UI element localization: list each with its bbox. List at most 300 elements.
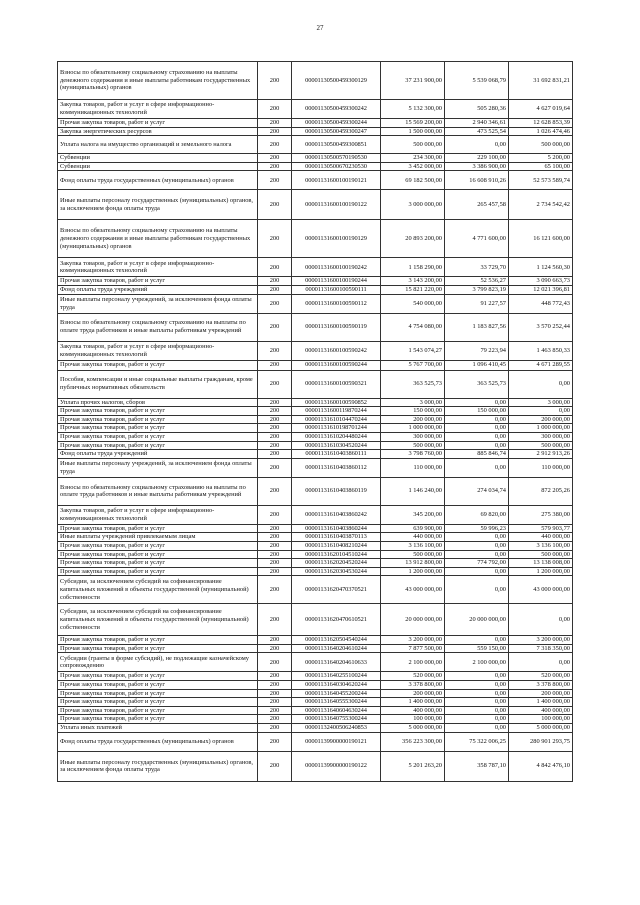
row-name-cell: Пособия, компенсации и иные социальные выплаты гражданам, кроме публичных нормативных обязательств	[58, 370, 258, 398]
row-approved-amount-cell: 639 900,00	[381, 524, 445, 533]
row-approved-amount-cell: 3 136 100,00	[381, 541, 445, 550]
row-code-cell: 200	[258, 415, 292, 424]
row-code-cell: 200	[258, 604, 292, 636]
row-name-cell: Иные выплаты персоналу государственных (муниципальных) органов, за исключением фонда оплаты труда	[58, 751, 258, 781]
row-classification-code-cell: 00001130500459300242	[292, 100, 381, 119]
row-executed-amount-cell: 0,00	[445, 398, 509, 407]
row-approved-amount-cell: 300 000,00	[381, 432, 445, 441]
table-row	[58, 294, 573, 313]
row-approved-amount-cell: 400 000,00	[381, 706, 445, 715]
row-code-cell: 200	[258, 162, 292, 171]
row-unexecuted-amount-cell: 3 090 663,73	[509, 277, 573, 286]
row-unexecuted-amount-cell: 275 380,00	[509, 505, 573, 524]
row-name-cell: Прочая закупка товаров, работ и услуг	[58, 550, 258, 559]
row-classification-code-cell: 00001131600100590244	[292, 360, 381, 370]
table-row	[58, 732, 573, 751]
row-executed-amount-cell: 5 539 068,79	[445, 62, 509, 100]
row-approved-amount-cell: 1 146 240,00	[381, 477, 445, 505]
row-approved-amount-cell: 1 158 290,00	[381, 258, 445, 277]
row-executed-amount-cell: 3 799 823,19	[445, 285, 509, 294]
table-row	[58, 458, 573, 477]
row-executed-amount-cell: 0,00	[445, 636, 509, 645]
row-classification-code-cell: 00001131640255100244	[292, 672, 381, 681]
row-classification-code-cell: 00001131620470610521	[292, 604, 381, 636]
row-unexecuted-amount-cell: 300 000,00	[509, 432, 573, 441]
row-approved-amount-cell: 15 569 200,00	[381, 119, 445, 128]
row-name-cell: Прочая закупка товаров, работ и услуг	[58, 672, 258, 681]
row-name-cell: Прочая закупка товаров, работ и услуг	[58, 636, 258, 645]
row-unexecuted-amount-cell: 2 912 913,26	[509, 450, 573, 459]
row-unexecuted-amount-cell: 200 000,00	[509, 689, 573, 698]
row-executed-amount-cell: 0,00	[445, 541, 509, 550]
row-executed-amount-cell: 0,00	[445, 706, 509, 715]
table-row	[58, 313, 573, 341]
row-name-cell: Фонд оплаты труда учреждений	[58, 450, 258, 459]
table-row	[58, 415, 573, 424]
row-classification-code-cell: 00001131610198701244	[292, 424, 381, 433]
row-name-cell: Взносы по обязательному социальному страхованию на выплаты по оплате труда работников и иные выплаты работникам учреждений	[58, 313, 258, 341]
row-code-cell: 200	[258, 524, 292, 533]
row-name-cell: Прочая закупка товаров, работ и услуг	[58, 559, 258, 568]
row-classification-code-cell: 00001131600100190242	[292, 258, 381, 277]
row-code-cell: 200	[258, 751, 292, 781]
table-row	[58, 360, 573, 370]
row-unexecuted-amount-cell: 1 400 000,00	[509, 698, 573, 707]
table-row	[58, 550, 573, 559]
row-code-cell: 200	[258, 636, 292, 645]
row-executed-amount-cell: 0,00	[445, 689, 509, 698]
row-name-cell: Иные выплаты персоналу учреждений, за исключением фонда оплаты труда	[58, 294, 258, 313]
table-row	[58, 136, 573, 154]
row-executed-amount-cell: 1 183 827,56	[445, 313, 509, 341]
row-executed-amount-cell: 0,00	[445, 550, 509, 559]
row-code-cell: 200	[258, 541, 292, 550]
row-unexecuted-amount-cell: 1 000 000,00	[509, 424, 573, 433]
budget-execution-table	[57, 61, 573, 782]
row-executed-amount-cell: 0,00	[445, 458, 509, 477]
row-approved-amount-cell: 345 200,00	[381, 505, 445, 524]
row-code-cell: 200	[258, 706, 292, 715]
row-classification-code-cell: 00001131640204610633	[292, 653, 381, 672]
row-classification-code-cell: 00001131610403860242	[292, 505, 381, 524]
row-name-cell: Прочая закупка товаров, работ и услуг	[58, 567, 258, 576]
row-classification-code-cell: 00001131620470370521	[292, 576, 381, 604]
row-executed-amount-cell: 150 000,00	[445, 407, 509, 416]
row-unexecuted-amount-cell: 2 734 542,42	[509, 190, 573, 220]
row-name-cell: Уплата прочих налогов, сборов	[58, 398, 258, 407]
row-executed-amount-cell: 91 227,57	[445, 294, 509, 313]
row-executed-amount-cell: 0,00	[445, 567, 509, 576]
row-code-cell: 200	[258, 441, 292, 450]
row-unexecuted-amount-cell: 440 000,00	[509, 533, 573, 542]
table-row	[58, 541, 573, 550]
row-name-cell: Взносы по обязательному социальному страхованию на выплаты по оплате труда работников и иные выплаты работникам учреждений	[58, 477, 258, 505]
row-classification-code-cell: 00001131640204610244	[292, 644, 381, 653]
table-row	[58, 567, 573, 576]
row-classification-code-cell: 00001131600100590321	[292, 370, 381, 398]
row-name-cell: Субвенции	[58, 154, 258, 163]
table-row	[58, 162, 573, 171]
row-approved-amount-cell: 3 798 760,00	[381, 450, 445, 459]
table-row	[58, 258, 573, 277]
row-approved-amount-cell: 5 132 300,00	[381, 100, 445, 119]
row-unexecuted-amount-cell: 872 205,26	[509, 477, 573, 505]
row-executed-amount-cell: 0,00	[445, 424, 509, 433]
table-row	[58, 477, 573, 505]
row-unexecuted-amount-cell: 1 026 474,46	[509, 127, 573, 136]
row-executed-amount-cell: 16 608 910,26	[445, 171, 509, 190]
table-row	[58, 100, 573, 119]
row-executed-amount-cell: 274 034,74	[445, 477, 509, 505]
row-classification-code-cell: 00001131600100590111	[292, 285, 381, 294]
table-row	[58, 533, 573, 542]
row-name-cell: Закупка товаров, работ и услуг в сфере информационно-коммуникационных технологий	[58, 505, 258, 524]
row-code-cell: 200	[258, 294, 292, 313]
row-classification-code-cell: 00001131600119870244	[292, 407, 381, 416]
row-executed-amount-cell: 20 000 000,00	[445, 604, 509, 636]
row-approved-amount-cell: 13 912 800,00	[381, 559, 445, 568]
table-row	[58, 505, 573, 524]
row-approved-amount-cell: 440 000,00	[381, 533, 445, 542]
row-unexecuted-amount-cell: 0,00	[509, 604, 573, 636]
row-classification-code-cell: 00001131610408210244	[292, 541, 381, 550]
row-executed-amount-cell: 52 536,27	[445, 277, 509, 286]
row-unexecuted-amount-cell: 448 772,43	[509, 294, 573, 313]
row-executed-amount-cell: 4 771 600,00	[445, 220, 509, 258]
table-row	[58, 62, 573, 100]
table-row	[58, 154, 573, 163]
row-name-cell: Закупка товаров, работ и услуг в сфере информационно-коммуникационных технологий	[58, 341, 258, 360]
row-name-cell: Прочая закупка товаров, работ и услуг	[58, 698, 258, 707]
row-approved-amount-cell: 100 000,00	[381, 715, 445, 724]
table-row	[58, 576, 573, 604]
row-unexecuted-amount-cell: 100 000,00	[509, 715, 573, 724]
table-row	[58, 672, 573, 681]
row-executed-amount-cell: 0,00	[445, 415, 509, 424]
row-unexecuted-amount-cell: 65 100,00	[509, 162, 573, 171]
row-executed-amount-cell: 0,00	[445, 441, 509, 450]
row-name-cell: Прочая закупка товаров, работ и услуг	[58, 424, 258, 433]
row-classification-code-cell: 00001131610403860112	[292, 458, 381, 477]
row-executed-amount-cell: 0,00	[445, 576, 509, 604]
row-approved-amount-cell: 20 000 000,00	[381, 604, 445, 636]
table-row	[58, 681, 573, 690]
row-name-cell: Иные выплаты персоналу государственных (муниципальных) органов, за исключением фонда оплаты труда	[58, 190, 258, 220]
row-approved-amount-cell: 500 000,00	[381, 441, 445, 450]
row-unexecuted-amount-cell: 4 627 019,64	[509, 100, 573, 119]
row-approved-amount-cell: 5 201 263,20	[381, 751, 445, 781]
table-row	[58, 277, 573, 286]
row-classification-code-cell: 00001130500459300129	[292, 62, 381, 100]
row-classification-code-cell: 00001131610403870113	[292, 533, 381, 542]
row-approved-amount-cell: 110 000,00	[381, 458, 445, 477]
row-code-cell: 200	[258, 576, 292, 604]
row-approved-amount-cell: 1 500 000,00	[381, 127, 445, 136]
row-name-cell: Взносы по обязательному социальному страхованию на выплаты денежного содержания и иные выплаты работникам государственных (муниципальных) органов	[58, 220, 258, 258]
table-row	[58, 653, 573, 672]
row-executed-amount-cell: 265 457,58	[445, 190, 509, 220]
row-classification-code-cell: 00001131620104510244	[292, 550, 381, 559]
row-name-cell: Прочая закупка товаров, работ и услуг	[58, 715, 258, 724]
row-code-cell: 200	[258, 119, 292, 128]
row-executed-amount-cell: 0,00	[445, 698, 509, 707]
row-code-cell: 200	[258, 171, 292, 190]
row-executed-amount-cell: 0,00	[445, 681, 509, 690]
row-name-cell: Прочая закупка товаров, работ и услуг	[58, 441, 258, 450]
row-code-cell: 200	[258, 559, 292, 568]
row-name-cell: Фонд оплаты труда учреждений	[58, 285, 258, 294]
row-name-cell: Взносы по обязательному социальному страхованию на выплаты денежного содержания и иные выплаты работникам государственных (муниципальных) органов	[58, 62, 258, 100]
row-approved-amount-cell: 3 000,00	[381, 398, 445, 407]
row-unexecuted-amount-cell: 3 200 000,00	[509, 636, 573, 645]
row-unexecuted-amount-cell: 7 318 350,00	[509, 644, 573, 653]
row-classification-code-cell: 00001130500459300244	[292, 119, 381, 128]
row-code-cell: 200	[258, 341, 292, 360]
row-name-cell: Прочая закупка товаров, работ и услуг	[58, 524, 258, 533]
row-code-cell: 200	[258, 127, 292, 136]
row-name-cell: Прочая закупка товаров, работ и услуг	[58, 415, 258, 424]
row-code-cell: 200	[258, 698, 292, 707]
row-approved-amount-cell: 5 767 700,00	[381, 360, 445, 370]
row-code-cell: 200	[258, 550, 292, 559]
row-classification-code-cell: 00001131600100190122	[292, 190, 381, 220]
row-code-cell: 200	[258, 689, 292, 698]
row-approved-amount-cell: 1 200 000,00	[381, 567, 445, 576]
row-approved-amount-cell: 150 000,00	[381, 407, 445, 416]
row-unexecuted-amount-cell: 0,00	[509, 653, 573, 672]
table-row	[58, 398, 573, 407]
row-classification-code-cell: 00001131600100190244	[292, 277, 381, 286]
row-code-cell: 200	[258, 681, 292, 690]
row-unexecuted-amount-cell: 16 121 600,00	[509, 220, 573, 258]
row-classification-code-cell: 00001131600100590112	[292, 294, 381, 313]
row-classification-code-cell: 00001131640304620244	[292, 681, 381, 690]
row-executed-amount-cell: 0,00	[445, 672, 509, 681]
row-approved-amount-cell: 37 231 900,00	[381, 62, 445, 100]
row-classification-code-cell: 00001131610204480244	[292, 432, 381, 441]
table-row	[58, 706, 573, 715]
table-row	[58, 604, 573, 636]
row-executed-amount-cell: 505 280,36	[445, 100, 509, 119]
row-code-cell: 200	[258, 258, 292, 277]
row-code-cell: 200	[258, 477, 292, 505]
row-code-cell: 200	[258, 220, 292, 258]
row-executed-amount-cell: 774 792,00	[445, 559, 509, 568]
table-row	[58, 441, 573, 450]
table-row	[58, 370, 573, 398]
row-approved-amount-cell: 356 223 300,00	[381, 732, 445, 751]
row-code-cell: 200	[258, 370, 292, 398]
row-name-cell: Субсидии, за исключением субсидий на софинансирование капитальных вложений в объекты государственной (муниципальной) собственности	[58, 576, 258, 604]
row-approved-amount-cell: 363 525,73	[381, 370, 445, 398]
table-row	[58, 171, 573, 190]
row-name-cell: Прочая закупка товаров, работ и услуг	[58, 277, 258, 286]
row-approved-amount-cell: 5 000 000,00	[381, 724, 445, 733]
row-code-cell: 200	[258, 505, 292, 524]
row-approved-amount-cell: 200 000,00	[381, 415, 445, 424]
row-unexecuted-amount-cell: 13 138 008,00	[509, 559, 573, 568]
table-row	[58, 559, 573, 568]
row-code-cell: 200	[258, 450, 292, 459]
row-executed-amount-cell: 0,00	[445, 432, 509, 441]
table-row	[58, 285, 573, 294]
row-name-cell: Прочая закупка товаров, работ и услуг	[58, 432, 258, 441]
row-classification-code-cell: 00001131600100590242	[292, 341, 381, 360]
row-executed-amount-cell: 363 525,73	[445, 370, 509, 398]
table-row	[58, 119, 573, 128]
row-classification-code-cell: 00001131620204520244	[292, 559, 381, 568]
row-classification-code-cell: 00001130500570190530	[292, 154, 381, 163]
row-classification-code-cell: 00001131640455200244	[292, 689, 381, 698]
row-executed-amount-cell: 473 525,54	[445, 127, 509, 136]
row-approved-amount-cell: 43 000 000,00	[381, 576, 445, 604]
row-unexecuted-amount-cell: 4 842 476,10	[509, 751, 573, 781]
row-unexecuted-amount-cell: 43 000 000,00	[509, 576, 573, 604]
row-code-cell: 200	[258, 285, 292, 294]
table-row	[58, 715, 573, 724]
page-number: 27	[316, 24, 324, 32]
row-code-cell: 200	[258, 533, 292, 542]
row-code-cell: 200	[258, 407, 292, 416]
row-executed-amount-cell: 2 100 000,00	[445, 653, 509, 672]
row-classification-code-cell: 00001131610304520244	[292, 441, 381, 450]
row-code-cell: 200	[258, 644, 292, 653]
row-unexecuted-amount-cell: 579 903,77	[509, 524, 573, 533]
table-row	[58, 724, 573, 733]
row-classification-code-cell: 00001139900000190121	[292, 732, 381, 751]
row-name-cell: Закупка товаров, работ и услуг в сфере информационно-коммуникационных технологий	[58, 100, 258, 119]
row-approved-amount-cell: 3 143 200,00	[381, 277, 445, 286]
row-code-cell: 200	[258, 136, 292, 154]
row-approved-amount-cell: 520 000,00	[381, 672, 445, 681]
row-code-cell: 200	[258, 190, 292, 220]
row-classification-code-cell: 00001130500459300247	[292, 127, 381, 136]
row-classification-code-cell: 00001131610104470244	[292, 415, 381, 424]
row-name-cell: Прочая закупка товаров, работ и услуг	[58, 119, 258, 128]
row-code-cell: 200	[258, 724, 292, 733]
row-classification-code-cell: 00001131610403860244	[292, 524, 381, 533]
row-classification-code-cell: 00001132400506240853	[292, 724, 381, 733]
table-row	[58, 450, 573, 459]
row-unexecuted-amount-cell: 520 000,00	[509, 672, 573, 681]
row-executed-amount-cell: 885 846,74	[445, 450, 509, 459]
row-unexecuted-amount-cell: 1 200 000,00	[509, 567, 573, 576]
row-executed-amount-cell: 33 729,70	[445, 258, 509, 277]
row-name-cell: Фонд оплаты труда государственных (муниципальных) органов	[58, 171, 258, 190]
row-approved-amount-cell: 69 182 500,00	[381, 171, 445, 190]
row-unexecuted-amount-cell: 5 200,00	[509, 154, 573, 163]
row-unexecuted-amount-cell: 5 000 000,00	[509, 724, 573, 733]
row-unexecuted-amount-cell: 0,00	[509, 407, 573, 416]
row-name-cell: Прочая закупка товаров, работ и услуг	[58, 706, 258, 715]
row-code-cell: 200	[258, 672, 292, 681]
row-unexecuted-amount-cell: 3 378 800,00	[509, 681, 573, 690]
row-unexecuted-amount-cell: 1 124 560,30	[509, 258, 573, 277]
row-approved-amount-cell: 2 100 000,00	[381, 653, 445, 672]
table-row	[58, 407, 573, 416]
row-code-cell: 200	[258, 154, 292, 163]
row-name-cell: Субсидии, за исключением субсидий на софинансирование капитальных вложений в объекты государственной (муниципальной) собственности	[58, 604, 258, 636]
row-executed-amount-cell: 0,00	[445, 724, 509, 733]
row-approved-amount-cell: 540 000,00	[381, 294, 445, 313]
row-executed-amount-cell: 3 386 900,00	[445, 162, 509, 171]
row-classification-code-cell: 00001131640755300244	[292, 715, 381, 724]
row-classification-code-cell: 00001131620304530244	[292, 567, 381, 576]
row-code-cell: 200	[258, 398, 292, 407]
row-classification-code-cell: 00001131600100590119	[292, 313, 381, 341]
row-name-cell: Уплата иных платежей	[58, 724, 258, 733]
row-approved-amount-cell: 3 452 000,00	[381, 162, 445, 171]
row-classification-code-cell: 00001130500459300851	[292, 136, 381, 154]
row-classification-code-cell: 00001131640604630244	[292, 706, 381, 715]
table-row	[58, 698, 573, 707]
row-name-cell: Прочая закупка товаров, работ и услуг	[58, 644, 258, 653]
row-approved-amount-cell: 15 821 220,00	[381, 285, 445, 294]
row-code-cell: 200	[258, 277, 292, 286]
row-classification-code-cell: 00001131610403860111	[292, 450, 381, 459]
row-name-cell: Иные выплаты учреждений привлекаемым лицам	[58, 533, 258, 542]
row-classification-code-cell: 00001130500670230530	[292, 162, 381, 171]
row-unexecuted-amount-cell: 12 021 396,81	[509, 285, 573, 294]
row-unexecuted-amount-cell: 1 463 850,33	[509, 341, 573, 360]
row-code-cell: 200	[258, 715, 292, 724]
row-code-cell: 200	[258, 458, 292, 477]
row-code-cell: 200	[258, 432, 292, 441]
row-name-cell: Прочая закупка товаров, работ и услуг	[58, 407, 258, 416]
row-code-cell: 200	[258, 732, 292, 751]
row-classification-code-cell: 00001131600100190121	[292, 171, 381, 190]
row-name-cell: Иные выплаты персоналу учреждений, за исключением фонда оплаты труда	[58, 458, 258, 477]
row-unexecuted-amount-cell: 500 000,00	[509, 550, 573, 559]
row-executed-amount-cell: 2 940 346,61	[445, 119, 509, 128]
table-row	[58, 636, 573, 645]
row-name-cell: Субвенции	[58, 162, 258, 171]
row-executed-amount-cell: 59 996,23	[445, 524, 509, 533]
table-row	[58, 190, 573, 220]
row-unexecuted-amount-cell: 12 628 853,39	[509, 119, 573, 128]
row-executed-amount-cell: 229 100,00	[445, 154, 509, 163]
row-unexecuted-amount-cell: 3 136 100,00	[509, 541, 573, 550]
table-row	[58, 524, 573, 533]
row-executed-amount-cell: 0,00	[445, 136, 509, 154]
row-executed-amount-cell: 559 150,00	[445, 644, 509, 653]
row-unexecuted-amount-cell: 4 671 289,55	[509, 360, 573, 370]
row-approved-amount-cell: 500 000,00	[381, 550, 445, 559]
row-unexecuted-amount-cell: 280 901 293,75	[509, 732, 573, 751]
row-unexecuted-amount-cell: 500 000,00	[509, 441, 573, 450]
row-classification-code-cell: 00001131620504540244	[292, 636, 381, 645]
row-code-cell: 200	[258, 424, 292, 433]
table-row	[58, 127, 573, 136]
row-name-cell: Закупка энергетических ресурсов	[58, 127, 258, 136]
row-approved-amount-cell: 1 400 000,00	[381, 698, 445, 707]
row-executed-amount-cell: 358 787,10	[445, 751, 509, 781]
row-code-cell: 200	[258, 313, 292, 341]
row-code-cell: 200	[258, 62, 292, 100]
row-executed-amount-cell: 0,00	[445, 715, 509, 724]
row-classification-code-cell: 00001139900000190122	[292, 751, 381, 781]
row-unexecuted-amount-cell: 0,00	[509, 370, 573, 398]
row-approved-amount-cell: 234 300,00	[381, 154, 445, 163]
table-row	[58, 751, 573, 781]
table-row	[58, 644, 573, 653]
row-executed-amount-cell: 79 223,94	[445, 341, 509, 360]
row-name-cell: Субсидии (гранты в форме субсидий), не подлежащие казначейскому сопровождению	[58, 653, 258, 672]
row-code-cell: 200	[258, 360, 292, 370]
row-unexecuted-amount-cell: 3 000,00	[509, 398, 573, 407]
row-unexecuted-amount-cell: 200 000,00	[509, 415, 573, 424]
row-approved-amount-cell: 1 543 074,27	[381, 341, 445, 360]
